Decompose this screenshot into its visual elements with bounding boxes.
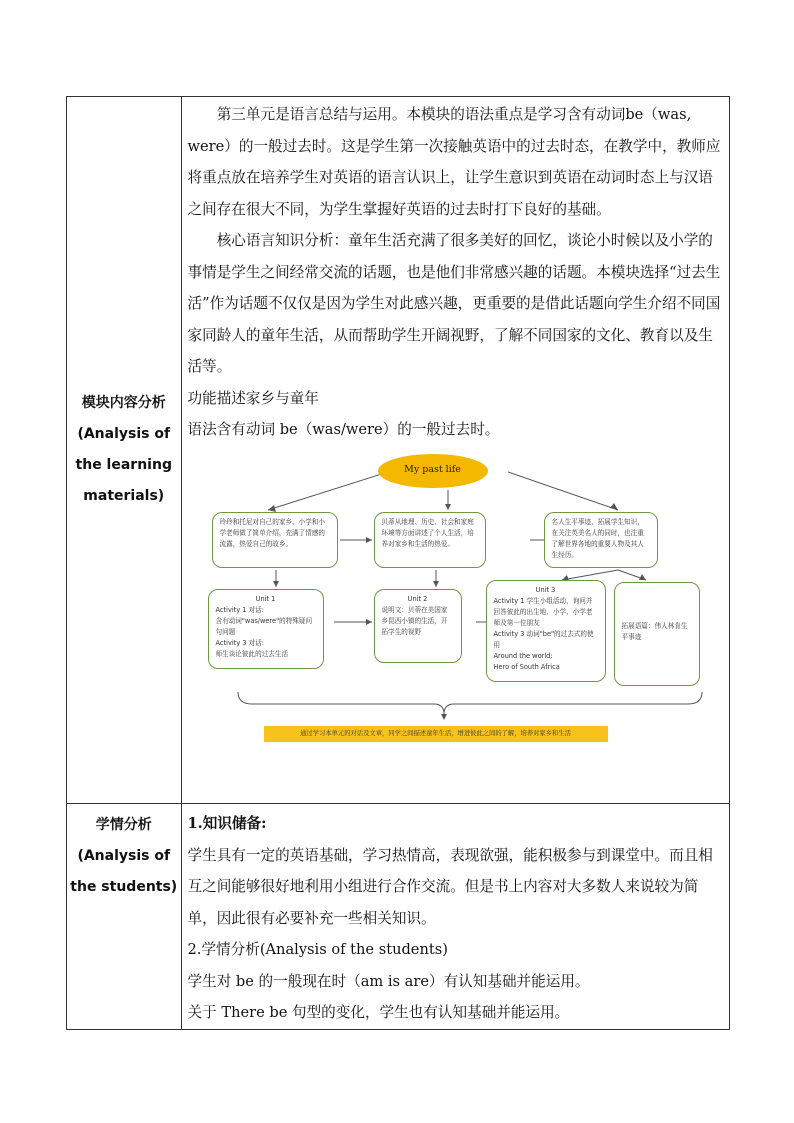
unit-3-node: [486, 580, 606, 682]
materials-grammar: 语法含有动词 be（was/were）的一般过去时。: [187, 421, 500, 438]
lesson-plan-table: [66, 96, 730, 1030]
unit-1-line-3: Activity 3 对话:: [215, 638, 264, 647]
extension-text: 拓展语篇：伟人林肯生平事迹: [621, 621, 688, 641]
students-label-en1: (Analysis of: [77, 848, 171, 864]
students-label-cell: [67, 804, 182, 1030]
materials-label-en2: the learning: [75, 457, 172, 473]
unit-2-text: 说明文：贝蒂在美国家乡昆西小镇的生活，开拓学生的视野: [381, 605, 448, 636]
materials-row: [67, 97, 730, 804]
unit-1-title: Unit 1: [255, 594, 276, 603]
knowledge-paragraph: 学生具有一定的英语基础，学习热情高，表现欲强，能积极参与到课堂中。而且相互之间能够很好地利用小组进行合作交流。但是书上内容对大多数人来说较为简单，因此很有必要补充一些相关知识。: [187, 846, 713, 927]
branch-1-node: 玲玲和托尼对自己的家乡、小学和小学老师做了简单介绍，充满了情感的流露，热爱自己的故乡。: [212, 512, 338, 568]
unit-1-line-2: 含有动词"was/were"的特殊疑问句问题: [215, 616, 313, 636]
analysis-heading: 2.学情分析(Analysis of the students): [187, 941, 448, 958]
mind-map-root: My past life: [378, 454, 488, 488]
unit-3-line-2: Activity 3 动词"be"的过去式的使用: [493, 629, 594, 649]
unit-1-line-4: 师生谈论彼此的过去生活: [215, 649, 289, 658]
unit-3-title: Unit 3: [535, 585, 556, 594]
materials-label-cell: [67, 97, 182, 804]
students-label-cn: 学情分析: [95, 817, 152, 833]
unit-3-line-3: Around the world:: [493, 651, 553, 660]
analysis-line-1: 学生对 be 的一般现在时（am is are）有认知基础并能运用。: [187, 972, 590, 990]
unit-3-line-1: Activity 1 学生小组活动，询问并回答彼此的出生地、小学、小学老师及第一位朋友: [493, 596, 593, 627]
extension-node: [614, 582, 700, 686]
materials-paragraph-2: 核心语言知识分析：童年生活充满了很多美好的回忆，谈论小时候以及小学的事情是学生之间经常交流的话题，也是他们非常感兴趣的话题。本模块选择“过去生活”作为话题不仅仅是因为学生对此感兴趣，更重要的是借此话题向学生介绍不同国家同龄人的童年生活，从而帮助学生开阔视野，了解不同国家的文化、教育以及生活等。: [187, 232, 721, 375]
unit-1-line-1: Activity 1 对话:: [215, 605, 264, 614]
materials-content-cell: [181, 97, 729, 804]
unit-1-node: [208, 589, 324, 669]
unit-2-title: Unit 2: [407, 594, 428, 603]
materials-paragraph-1: 第三单元是语言总结与运用。本模块的语法重点是学习含有动词be（was, were）的一般过去时。这是学生第一次接触英语中的过去时态，在教学中，教师应将重点放在培养学生对英语的语言认识上，让学生意识到英语在动词时态上与汉语之间存在很大不同，为学生掌握好英语的过去时打下良好的基础。: [187, 106, 721, 218]
mind-map-diagram: [215, 452, 718, 752]
branch-3-node: 名人生平事迹，拓展学生知识，在关注英美名人的同时，也注重了解世界各地的重要人物及其人生经历。: [544, 512, 658, 568]
materials-label-en3: materials): [83, 488, 165, 504]
summary-banner: 通过学习本单元的对话及文章，同学之间描述童年生活，增进彼此之间的了解，培养对家乡和生活: [264, 726, 608, 742]
materials-function: 功能描述家乡与童年: [187, 389, 319, 407]
unit-2-node: [374, 589, 462, 663]
unit-3-line-4: Hero of South Africa: [493, 662, 560, 671]
knowledge-heading: 1.知识储备:: [187, 815, 267, 832]
students-row: [67, 804, 730, 1030]
analysis-line-2: 关于 There be 句型的变化，学生也有认知基础并能运用。: [187, 1004, 570, 1021]
materials-label-cn: 模块内容分析: [81, 395, 166, 411]
materials-label-en1: (Analysis of: [77, 426, 171, 442]
branch-2-node: 贝蒂从地理、历史、社会和家庭环境等方面讲述了个人生活，培养对家乡和生活的热爱。: [374, 512, 486, 568]
students-label-en2: the students): [70, 879, 178, 895]
students-content-cell: [181, 804, 729, 1030]
